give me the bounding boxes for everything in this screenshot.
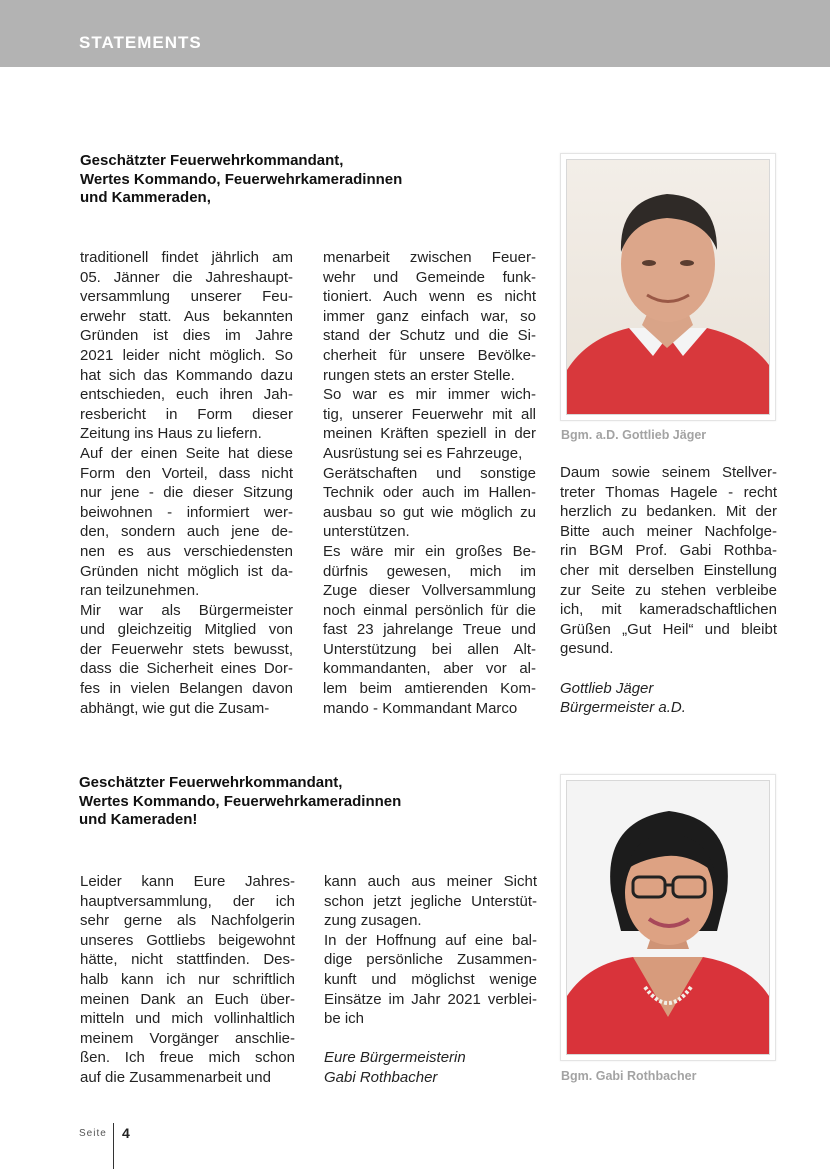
- statement1-column-2: [323, 248, 536, 718]
- text-line: ran teilzunehmen.: [80, 582, 200, 600]
- text-line: Gründen ist dies im Jahre: [80, 327, 293, 345]
- statement2-salutation: [79, 774, 499, 830]
- text-line: sehr gerne als Nachfolgerin: [80, 912, 295, 930]
- statement2-column-1: [80, 872, 295, 1088]
- text-line: fast 23 jahrelange Treue und: [323, 621, 536, 639]
- text-line: cher mit derselben Einstellung: [560, 561, 777, 579]
- text-line: wehr und Gemeinde funk-: [323, 268, 536, 286]
- text-line: rungen stets an erster Stelle.: [323, 366, 515, 384]
- text-line: zur Seite zu stehen verbleibe: [560, 581, 777, 599]
- text-line: 2021 leider nicht möglich. So: [80, 346, 293, 364]
- photo-caption-gabi: Bgm. Gabi Rothbacher: [561, 1069, 697, 1083]
- text-line: traditionell findet jährlich am: [80, 249, 293, 266]
- text-line: zung zusagen.: [324, 912, 422, 930]
- text-line: mando - Kommandant Marco: [323, 699, 518, 717]
- text-line: Grüßen „Gut Heil“ und bleibt: [560, 620, 777, 638]
- text-line: tig, unserer Feuerwehr mit all: [323, 405, 536, 423]
- text-line: kann auch aus meiner Sicht: [324, 873, 537, 890]
- text-line: be ich: [324, 1010, 365, 1028]
- statement2-column-2: [324, 872, 537, 1088]
- text-line: Zuge dieser Vollversammlung: [323, 582, 536, 600]
- text-line: der Feuerwehr stets bewusst,: [80, 640, 293, 658]
- text-line: und gleichzeitig Mitglied von: [80, 621, 293, 639]
- text-line: tioniert. Auch wenn es nicht: [323, 288, 536, 306]
- text-line: nen es aus verschiedensten: [80, 542, 293, 560]
- text-line: Einsätze im Jahr 2021 verblei-: [324, 990, 537, 1008]
- spacer-line: [324, 1029, 537, 1049]
- text-line: dige persönliche Zusammen-: [324, 951, 537, 969]
- portrait-man-image: [567, 160, 769, 414]
- text-line: nur jene - die dieser Sitzung: [80, 484, 293, 502]
- text-line: Daum sowie seinem Stellver-: [560, 464, 777, 481]
- text-line: unseres Gottliebs beigewohnt: [80, 931, 295, 949]
- text-line: Technik oder auch im Hallen-: [323, 484, 536, 502]
- text-line: fes in vielen Belangen davon: [80, 680, 293, 698]
- signature-line: Eure Bürgermeisterin: [324, 1049, 466, 1067]
- text-line: meinem Vorgänger anschlie-: [80, 1029, 295, 1047]
- text-line: dürfnis gewesen, mich im: [323, 562, 536, 580]
- text-line: kommandanten, aber vor al-: [323, 660, 536, 678]
- text-line: Gerätschaften und sonstige: [323, 464, 536, 482]
- text-line: schon jetzt jegliche Unterstüt-: [324, 892, 537, 910]
- footer-page-label: Seite: [79, 1128, 107, 1139]
- section-title: STATEMENTS: [79, 33, 202, 52]
- text-line: ausbau so gut wie möglich zu: [323, 503, 536, 521]
- text-line: noch einmal persönlich für die: [323, 601, 536, 619]
- text-line: ich, mit kameradschaftlichen: [560, 601, 777, 619]
- statement1-column-1: [80, 248, 293, 718]
- text-line: rin BGM Prof. Gabi Rothba-: [560, 542, 777, 560]
- text-line: versammlung unserer Feu-: [80, 288, 293, 306]
- text-line: gesund.: [560, 640, 614, 658]
- text-line: immer ganz einfach war, so: [323, 307, 536, 325]
- text-line: 05. Jänner die Jahreshaupt-: [80, 268, 293, 286]
- text-line: entschieden, euch ihren Jah-: [80, 386, 293, 404]
- text-line: halb kann ich nur schriftlich: [80, 970, 295, 988]
- spacer-line: [560, 659, 777, 679]
- text-line: unterstützen.: [323, 523, 410, 541]
- salutation-line: und Kammeraden,: [80, 189, 211, 206]
- text-line: So war es mir immer wich-: [323, 386, 536, 404]
- signature-line: Bürgermeister a.D.: [560, 699, 686, 717]
- text-line: Unterstützung bei allen Alt-: [323, 640, 536, 658]
- text-line: kunft und möglichst wenige: [324, 970, 537, 988]
- text-line: cherheit für unsere Bevölke-: [323, 346, 536, 364]
- salutation-line: und Kameraden!: [79, 811, 198, 828]
- text-line: hätte, nicht stattfinden. Des-: [80, 951, 295, 969]
- text-line: Es wäre mir ein großes Be-: [323, 542, 536, 560]
- text-line: Auf der einen Seite hat diese: [80, 444, 293, 462]
- portrait-woman-image: [567, 781, 769, 1054]
- text-line: auf die Zusammenarbeit und: [80, 1068, 271, 1086]
- text-line: lem beim amtierenden Kom-: [323, 680, 536, 698]
- signature-line: Gottlieb Jäger: [560, 679, 654, 697]
- photo-gabi-rothbacher: [560, 774, 776, 1061]
- text-line: menarbeit zwischen Feuer-: [323, 249, 536, 266]
- salutation-line: Wertes Kommando, Feuerwehrkameradinnen: [80, 170, 403, 188]
- statement1-column-3: [560, 463, 777, 718]
- text-line: meinen Dank an Euch über-: [80, 990, 295, 1008]
- text-line: herzlich zu bedanken. Mit der: [560, 503, 777, 521]
- salutation-line: Wertes Kommando, Feuerwehrkameradinnen: [79, 792, 402, 810]
- signature-line: Gabi Rothbacher: [324, 1068, 438, 1086]
- text-line: mitteln und mich vollinhaltlich: [80, 1010, 295, 1028]
- text-line: Form den Vorteil, dass nicht: [80, 464, 293, 482]
- salutation-line: Geschätzter Feuerwehrkommandant,: [80, 152, 344, 169]
- text-line: treter Thomas Hagele - recht: [560, 483, 777, 501]
- text-line: beiwohnen - informiert wer-: [80, 503, 293, 521]
- photo-gottlieb-jaeger: [560, 153, 776, 421]
- text-line: resbericht in Form dieser: [80, 405, 293, 423]
- text-line: hauptversammlung, der ich: [80, 892, 295, 910]
- text-line: ßen. Ich freue mich schon: [80, 1049, 295, 1067]
- text-line: stand der Schutz und die Si-: [323, 327, 536, 345]
- text-line: Gründen nicht möglich ist da-: [80, 562, 293, 580]
- text-line: erwehr statt. Aus bekannten: [80, 307, 293, 325]
- text-line: Bitte auch meiner Nachfolge-: [560, 522, 777, 540]
- text-line: Mir war als Bürgermeister: [80, 601, 293, 619]
- text-line: dass die Sicherheit eines Dor-: [80, 660, 293, 678]
- salutation-line: Geschätzter Feuerwehrkommandant,: [79, 774, 343, 791]
- text-line: abhängt, wie gut die Zusam-: [80, 699, 270, 717]
- text-line: den, sondern auch jene de-: [80, 523, 293, 541]
- text-line: Leider kann Eure Jahres-: [80, 873, 295, 890]
- text-line: meinen Kräften speziell in der: [323, 425, 536, 443]
- photo-caption-gottlieb: Bgm. a.D. Gottlieb Jäger: [561, 428, 707, 442]
- footer-page-number: 4: [122, 1125, 130, 1141]
- text-line: Ausrüstung sei es Fahrzeuge,: [323, 444, 523, 462]
- text-line: In der Hoffnung auf eine bal-: [324, 931, 537, 949]
- text-line: Zeitung ins Haus zu liefern.: [80, 425, 262, 443]
- footer-divider: [113, 1123, 114, 1169]
- statement1-salutation: [80, 152, 500, 208]
- text-line: hat sich das Kommando dazu: [80, 366, 293, 384]
